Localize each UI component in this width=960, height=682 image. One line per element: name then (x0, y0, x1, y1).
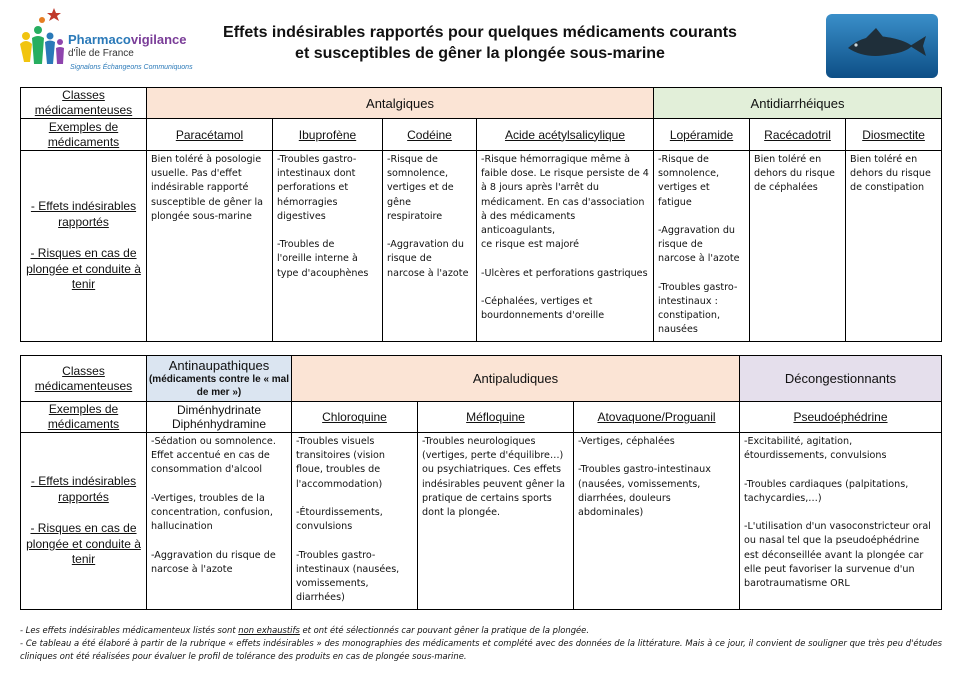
effects-diosmectite: Bien toléré en dehors du risque de constipation (846, 151, 942, 342)
label-risks: - Risques en cas de plongée et conduite à tenir (26, 246, 141, 292)
effects-codeine: -Risque de somnolence, vertiges et de gêne respiratoire -Aggravation du risque de narcose à l'azote (383, 151, 477, 342)
drug-loperamide: Lopéramide (654, 119, 750, 151)
pharmacovigilance-logo (12, 6, 202, 78)
drug-acide-acetylsalicylique: Acide acétylsalicylique (477, 119, 654, 151)
logo-subtitle: d'Île de France (68, 48, 134, 59)
group-antinaupathiques-label: Antinaupathiques (168, 358, 270, 373)
row-label-effects-risks-2 (21, 433, 147, 610)
row-label-classes: Classes médicamenteuses (21, 88, 147, 119)
table-antinaupathiques-antipaludiques-decongestionnants (20, 355, 942, 610)
effects-chloroquine: -Troubles visuels transitoires (vision floue, troubles de l'accommodation) -Étourdissements, convulsions -Troubles gastro- intestinaux (nausées, vomissements, diarrhées) (292, 433, 418, 610)
label-effects: - Effets indésirables rapportés (30, 199, 137, 229)
drug-mefloquine: Méfloquine (418, 402, 574, 433)
drug-ibuprofene: Ibuprofène (273, 119, 383, 151)
effects-atovaquone-proguanil: -Vertiges, céphalées -Troubles gastro-intestinaux (nausées, vomissements, diarrhées, douleurs abdominales) (574, 433, 740, 610)
group-antalgiques: Antalgiques (147, 88, 654, 119)
group-antipaludiques: Antipaludiques (292, 356, 740, 402)
effects-ibuprofene: -Troubles gastro- intestinaux dont perforations et hémorragies digestives -Troubles de l'oreille interne à type d'acouphènes (273, 151, 383, 342)
row-label-classes-2: Classes médicamenteuses (21, 356, 147, 402)
drug-atovaquone-proguanil: Atovaquone/Proguanil (574, 402, 740, 433)
title-line-1: Effets indésirables rapportés pour quelques médicaments courants (223, 24, 737, 41)
effects-loperamide: -Risque de somnolence, vertiges et fatigue -Aggravation du risque de narcose à l'azote -Troubles gastro- intestinaux : constipation, nausées (654, 151, 750, 342)
drug-dimenhydrinate-diphenhydramine: Diménhydrinate Diphénhydramine (147, 402, 292, 433)
group-decongestionnants: Décongestionnants (740, 356, 942, 402)
logo-brand: Pharmacovigilance (68, 32, 187, 47)
effects-acide-acetylsalicylique: -Risque hémorragique même à faible dose. Le risque persiste de 4 à 8 jours après l'arrêt du médicament. En cas d'association à des médicaments anticoagulants, ce risque est majoré -Ulcères et perforations gastriques -Céphalées, vertiges et bourdonnements d'oreille (477, 151, 654, 342)
footnotes (20, 624, 942, 663)
drug-chloroquine: Chloroquine (292, 402, 418, 433)
effects-racecadotril: Bien toléré en dehors du risque de céphalées (750, 151, 846, 342)
group-antinaupathiques-sub: (médicaments contre le « mal de mer ») (148, 374, 290, 398)
footnote-1: - Les effets indésirables médicamenteux listés sont non exhaustifs et ont été sélectionnés car pouvant gêner la pratique de la plongée. (20, 625, 589, 635)
drug-codeine: Codéine (383, 119, 477, 151)
footnote-2: - Ce tableau a été élaboré à partir de la rubrique « effets indésirables » des monographies des médicaments et complété avec des données de la littérature. Mais à ce jour, il convient de souligner que très peu d'études cliniques ont été réalisées pour évaluer le profil de tolérance des produits en cas de plongée sous-marine. (20, 638, 942, 661)
effects-mefloquine: -Troubles neurologiques (vertiges, perte d'équilibre…) ou psychiatriques. Ces effets indésirables peuvent gêner la pratique de certains sports dont la plongée. (418, 433, 574, 610)
page-title (210, 22, 750, 64)
row-label-examples-2: Exemples de médicaments (21, 402, 147, 433)
label-risks-2: - Risques en cas de plongée et conduite à tenir (26, 521, 141, 567)
label-effects-2: - Effets indésirables rapportés (30, 474, 137, 504)
effects-pseudoephedrine: -Excitabilité, agitation, étourdissements, convulsions -Troubles cardiaques (palpitations, tachycardies,…) -L'utilisation d'un vasoconstricteur oral ou nasal tel que la pseudoéphédrine est déconseillée avant la plongée car elle peut favoriser la survenue d'un barotraumatisme ORL (740, 433, 942, 610)
fish-underwater-photo (826, 14, 938, 78)
row-label-examples: Exemples de médicaments (21, 119, 147, 151)
people-logo-icon (12, 6, 68, 76)
drug-diosmectite: Diosmectite (846, 119, 942, 151)
title-line-2: et susceptibles de gêner la plongée sous-marine (295, 45, 665, 62)
logo-tagline: Signalons Échangeons Communiquons (70, 64, 193, 71)
row-label-effects-risks (21, 151, 147, 342)
table-antalgiques-antidiarrheiques (20, 87, 942, 342)
drug-racecadotril: Racécadotril (750, 119, 846, 151)
group-antidiarrheiques: Antidiarrhéiques (654, 88, 942, 119)
drug-paracetamol: Paracétamol (147, 119, 273, 151)
effects-dimenhydrinate: -Sédation ou somnolence. Effet accentué en cas de consommation d'alcool -Vertiges, troubles de la concentration, confusion, hallucination -Aggravation du risque de narcose à l'azote (147, 433, 292, 610)
effects-paracetamol: Bien toléré à posologie usuelle. Pas d'effet indésirable rapporté susceptible de gêner la plongée sous-marine (147, 151, 273, 342)
group-antinaupathiques (147, 356, 292, 402)
drug-pseudoephedrine: Pseudoéphédrine (740, 402, 942, 433)
